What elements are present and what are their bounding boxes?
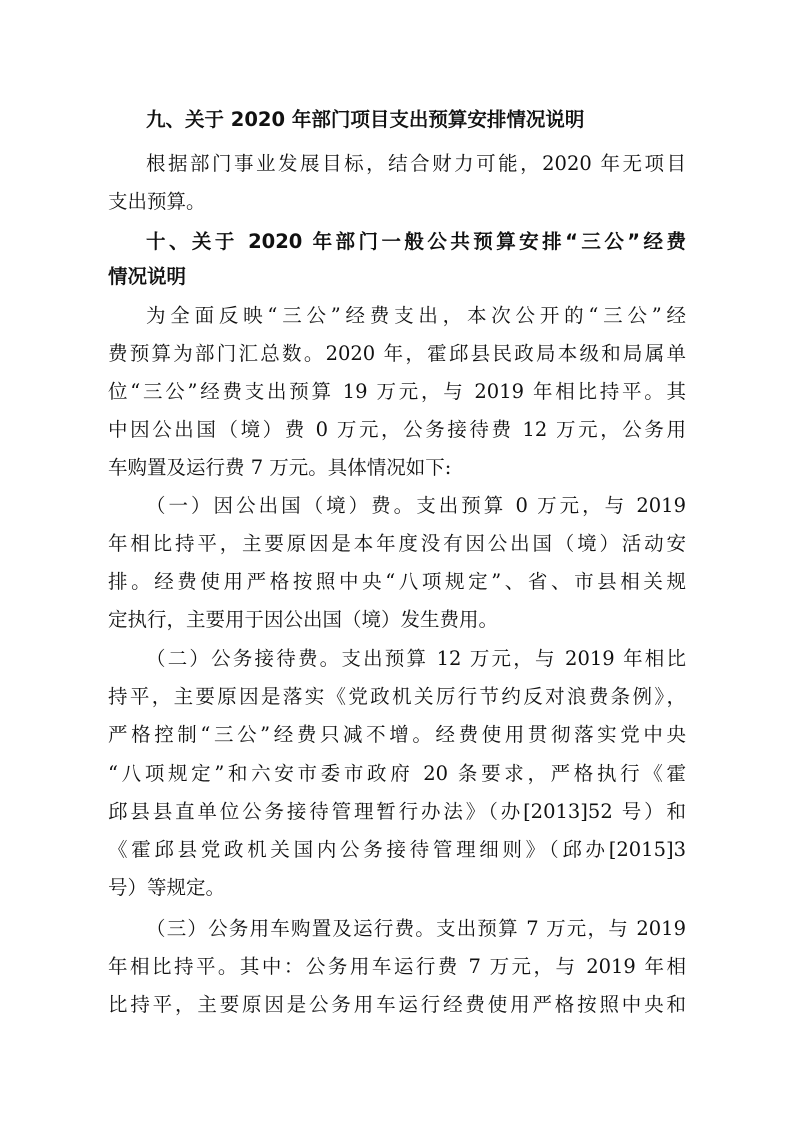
section-heading-10-cont: 情况说明 (108, 265, 187, 288)
paragraph-line: 位“三公”经费支出预算 19 万元，与 2019 年相比持平。其 (108, 380, 686, 403)
paragraph-line: “八项规定”和六安市委市政府 20 条要求，严格执行《霍 (108, 762, 686, 785)
paragraph-line: （二）公务接待费。支出预算 12 万元，与 2019 年相比 (146, 647, 686, 670)
paragraph-line: 邱县县直单位公务接待管理暂行办法》（办[2013]52 号）和 (108, 800, 686, 823)
paragraph-line: 根据部门事业发展目标，结合财力可能，2020 年无项目 (146, 152, 686, 175)
paragraph-line: 比持平，主要原因是公务用车运行经费使用严格按照中央和 (108, 993, 686, 1016)
paragraph-line: 排。经费使用严格按照中央“八项规定”、省、市县相关规 (108, 570, 686, 593)
paragraph-line: 年相比持平，主要原因是本年度没有因公出国（境）活动安 (108, 532, 686, 555)
section-heading-10: 十、关于 2020 年部门一般公共预算安排“三公”经费 (146, 230, 686, 253)
paragraph-line: 为全面反映“三公”经费支出，本次公开的“三公”经 (146, 304, 686, 327)
paragraph-line: 《霍邱县党政机关国内公务接待管理细则》（邱办[2015]3 (108, 838, 686, 861)
paragraph-line: 号）等规定。 (108, 876, 226, 899)
section-heading-9: 九、关于 2020 年部门项目支出预算安排情况说明 (146, 108, 585, 131)
paragraph-line: 中因公出国（境）费 0 万元，公务接待费 12 万元，公务用 (108, 418, 686, 441)
paragraph-line: 费预算为部门汇总数。2020 年，霍邱县民政局本级和局属单 (108, 342, 686, 365)
paragraph-line: 严格控制“三公”经费只减不增。经费使用贯彻落实党中央 (108, 723, 686, 746)
paragraph-line: （一）因公出国（境）费。支出预算 0 万元，与 2019 (146, 494, 686, 517)
paragraph-line: 定执行，主要用于因公出国（境）发生费用。 (108, 608, 499, 631)
paragraph-line: （三）公务用车购置及运行费。支出预算 7 万元，与 2019 (146, 917, 686, 940)
paragraph-line: 年相比持平。其中：公务用车运行费 7 万元，与 2019 年相 (108, 955, 686, 978)
paragraph-line: 持平，主要原因是落实《党政机关厉行节约反对浪费条例》， (108, 685, 686, 708)
paragraph-line: 车购置及运行费 7 万元。具体情况如下: (108, 456, 452, 479)
paragraph-line: 支出预算。 (108, 190, 206, 213)
